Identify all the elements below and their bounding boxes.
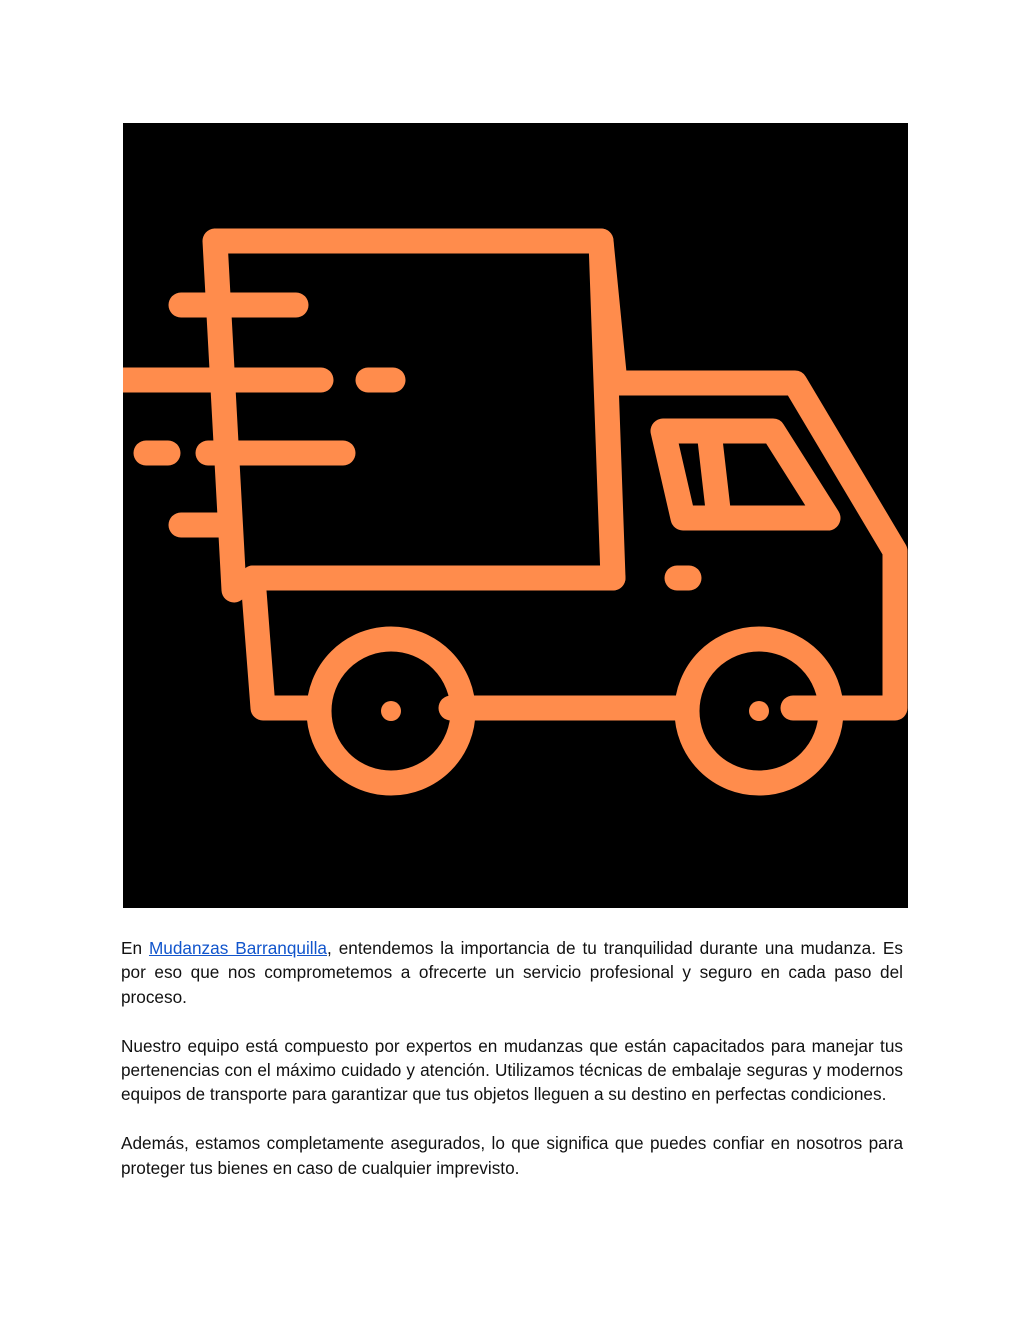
paragraph-team: Nuestro equipo está compuesto por expertos en mudanzas que están capacitados para manejar tus pertenencias con el máximo cuidado y atención. Utilizamos técnicas de embalaje seguras y modernos equipos de transporte para garantizar que tus objetos lleguen a su destino en perfectas condiciones. xyxy=(121,1035,903,1105)
paragraph-intro-prefix: En xyxy=(121,938,149,958)
paragraph-insurance: Además, estamos completamente asegurados, lo que significa que puedes confiar en nosotros para proteger tus bienes en caso de cualquier imprevisto. xyxy=(121,1133,903,1178)
truck-rear xyxy=(253,578,315,708)
truck-cargo-edge xyxy=(601,241,613,578)
paragraph-intro xyxy=(121,936,903,1009)
truck-illustration xyxy=(123,123,908,908)
article-body xyxy=(121,936,903,1204)
truck-window xyxy=(663,431,828,518)
mudanzas-barranquilla-link[interactable]: Mudanzas Barranquilla xyxy=(148,938,327,958)
front-wheel-hub xyxy=(749,701,769,721)
paragraph-intro-suffix: , entendemos la importancia de tu tranquilidad durante una mudanza. Es por eso que nos comprometemos a ofrecerte un servicio profesional y seguro en cada paso del proceso. xyxy=(121,938,903,1007)
delivery-truck-icon xyxy=(123,123,908,908)
rear-wheel-hub xyxy=(381,701,401,721)
truck-window-divider xyxy=(709,431,719,518)
